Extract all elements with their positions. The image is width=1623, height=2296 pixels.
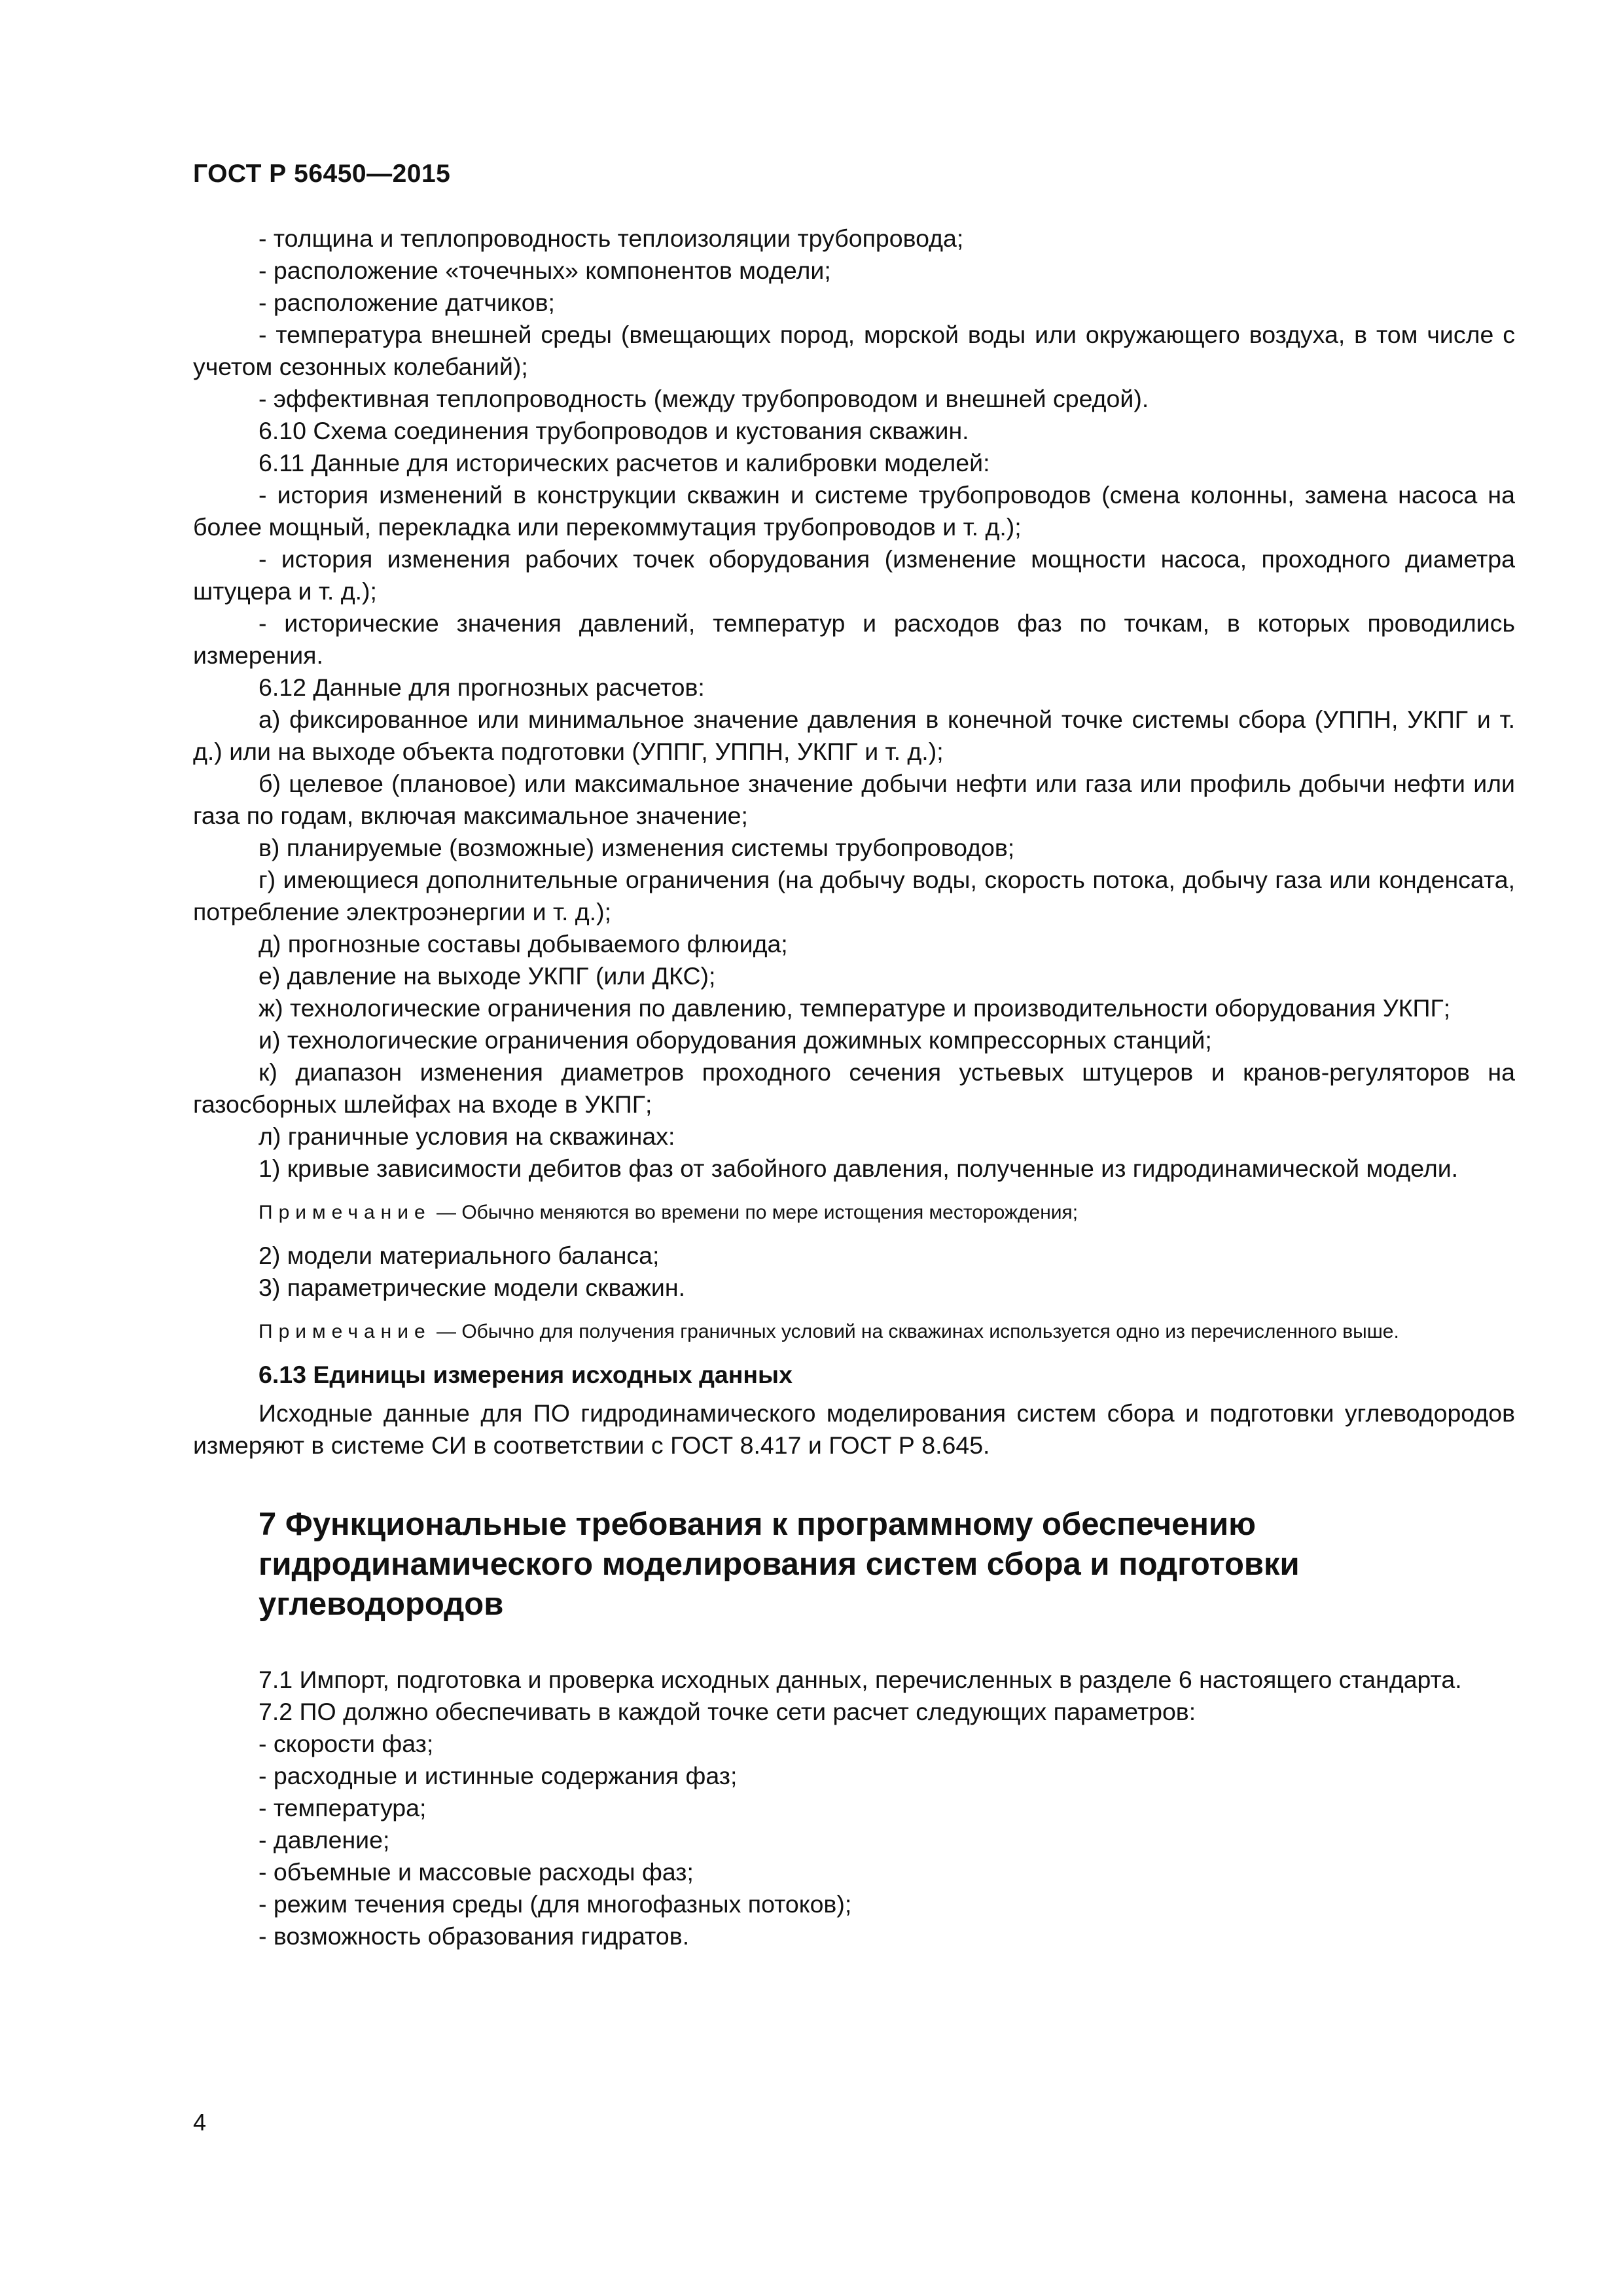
list-item: е) давление на выходе УКПГ (или ДКС); [259, 962, 716, 990]
list-item: 1) кривые зависимости дебитов фаз от забойного давления, полученные из гидродинамической модели. [259, 1155, 1459, 1182]
note-1 [193, 1199, 1515, 1227]
paragraph: - история изменения рабочих точек оборудования (изменение мощности насоса, проходного диаметра штуцера и т. д.); [193, 545, 1515, 605]
paragraph: - расположение датчиков; [259, 289, 555, 316]
list-item: а) фиксированное или минимальное значение давления в конечной точке системы сбора (УППН, УКПГ и т. д.) или на выходе объекта подготовки (УППГ, УППН, УКПГ и т. д.); [193, 706, 1515, 765]
paragraph: - температура внешней среды (вмещающих пород, морской воды или окружающего воздуха, в том числе с учетом сезонных колебаний); [193, 321, 1515, 380]
list-item: - возможность образования гидратов. [259, 1922, 690, 1950]
list-item: г) имеющиеся дополнительные ограничения (на добычу воды, скорость потока, добычу газа или конденсата, потребление электроэнергии и т. д.); [193, 866, 1515, 925]
list-item: д) прогнозные составы добываемого флюида; [259, 930, 788, 958]
clause-7-1: 7.1 Импорт, подготовка и проверка исходных данных, перечисленных в разделе 6 настоящего стандарта. [259, 1666, 1462, 1693]
list-item: в) планируемые (возможные) изменения системы трубопроводов; [259, 834, 1015, 861]
list-item: ж) технологические ограничения по давлению, температуре и производительности оборудования УКПГ; [259, 994, 1451, 1022]
list-item: - объемные и массовые расходы фаз; [259, 1858, 694, 1886]
note-2 [193, 1318, 1515, 1346]
list-item: б) целевое (плановое) или максимальное значение добычи нефти или газа или профиль добычи нефти или газа по годам, включая максимальное значение; [193, 770, 1515, 829]
page-number: 4 [193, 2109, 207, 2136]
note-label: Примечание [259, 1321, 431, 1342]
document-body [193, 223, 1515, 1952]
clause-7-2: 7.2 ПО должно обеспечивать в каждой точке сети расчет следующих параметров: [259, 1698, 1196, 1725]
list-item: - скорости фаз; [259, 1730, 434, 1757]
paragraph: - расположение «точечных» компонентов модели; [259, 257, 831, 284]
note-text: — Обычно меняются во времени по мере истощения месторождения; [431, 1202, 1079, 1223]
list-item: - давление; [259, 1826, 390, 1854]
list-item: к) диапазон изменения диаметров проходного сечения устьевых штуцеров и кранов-регуляторов на газосборных шлейфах на входе в УКПГ; [193, 1058, 1515, 1118]
clause-6-12: 6.12 Данные для прогнозных расчетов: [259, 673, 705, 701]
clause-6-10: 6.10 Схема соединения трубопроводов и кустования скважин. [259, 417, 969, 444]
note-label: Примечание [259, 1202, 431, 1223]
clause-6-11: 6.11 Данные для исторических расчетов и калибровки моделей: [259, 449, 990, 476]
list-item: л) граничные условия на скважинах: [259, 1122, 675, 1150]
paragraph: - эффективная теплопроводность (между трубопроводом и внешней средой). [259, 385, 1149, 412]
note-text: — Обычно для получения граничных условий на скважинах используется одно из перечисленного выше. [431, 1321, 1399, 1342]
paragraph: - толщина и теплопроводность теплоизоляции трубопровода; [259, 224, 964, 252]
list-item: 3) параметрические модели скважин. [259, 1274, 686, 1301]
section-heading-7: 7 Функциональные требования к программному обеспечению гидродинамического моделирования систем сбора и подготовки углеводородов [259, 1507, 1300, 1622]
subsection-heading-6-13: 6.13 Единицы измерения исходных данных [259, 1361, 793, 1388]
document-header: ГОСТ Р 56450—2015 [193, 160, 451, 188]
paragraph: - история изменений в конструкции скважин и системе трубопроводов (смена колонны, замена насоса на более мощный, перекладка или перекоммутация трубопроводов и т. д.); [193, 481, 1515, 541]
list-item: - расходные и истинные содержания фаз; [259, 1762, 738, 1789]
list-item: - температура; [259, 1794, 427, 1821]
list-item: 2) модели материального баланса; [259, 1242, 660, 1269]
paragraph: - исторические значения давлений, температур и расходов фаз по точкам, в которых проводились измерения. [193, 609, 1515, 669]
paragraph: Исходные данные для ПО гидродинамического моделирования систем сбора и подготовки углеводородов измеряют в системе СИ в соответствии с ГОСТ 8.417 и ГОСТ Р 8.645. [193, 1399, 1515, 1459]
list-item: и) технологические ограничения оборудования дожимных компрессорных станций; [259, 1026, 1212, 1054]
list-item: - режим течения среды (для многофазных потоков); [259, 1890, 852, 1918]
